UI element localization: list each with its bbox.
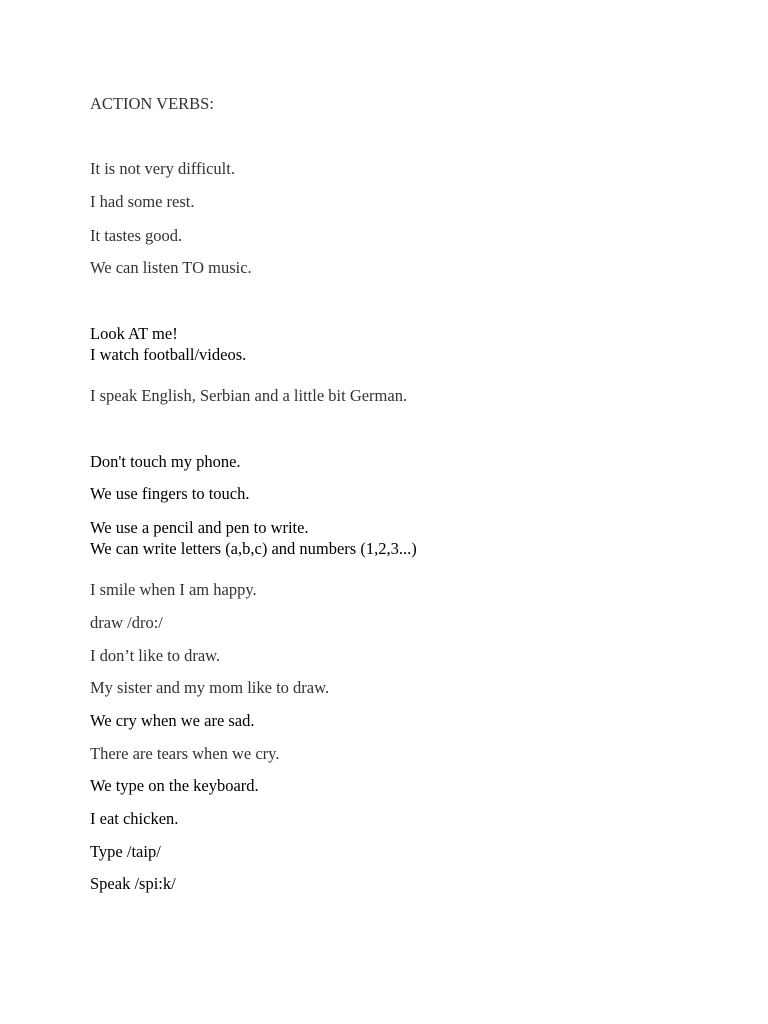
text-line: I watch football/videos. bbox=[90, 345, 247, 364]
text-line: I speak English, Serbian and a little bit German. bbox=[90, 386, 408, 405]
text-line: We use a pencil and pen to write. bbox=[90, 518, 309, 537]
text-line: Speak /spi:k/ bbox=[90, 874, 176, 893]
text-line: I eat chicken. bbox=[90, 809, 179, 828]
text-line: I had some rest. bbox=[90, 192, 195, 211]
text-line: Type /taip/ bbox=[90, 842, 161, 861]
document-heading: ACTION VERBS: bbox=[90, 94, 214, 113]
text-line: Don't touch my phone. bbox=[90, 452, 241, 471]
text-line: We can write letters (a,b,c) and numbers (1,2,3...) bbox=[90, 539, 417, 558]
text-line: We type on the keyboard. bbox=[90, 776, 259, 795]
text-line: We use fingers to touch. bbox=[90, 484, 250, 503]
text-line: Look AT me! bbox=[90, 324, 178, 343]
text-line: My sister and my mom like to draw. bbox=[90, 678, 330, 697]
text-line: It is not very difficult. bbox=[90, 159, 235, 178]
text-line: We cry when we are sad. bbox=[90, 711, 255, 730]
text-line: draw /dro:/ bbox=[90, 613, 163, 632]
text-line: We can listen TO music. bbox=[90, 258, 252, 277]
text-line: I don’t like to draw. bbox=[90, 646, 221, 665]
text-line: It tastes good. bbox=[90, 226, 183, 245]
text-line: There are tears when we cry. bbox=[90, 744, 280, 763]
text-line: I smile when I am happy. bbox=[90, 580, 257, 599]
